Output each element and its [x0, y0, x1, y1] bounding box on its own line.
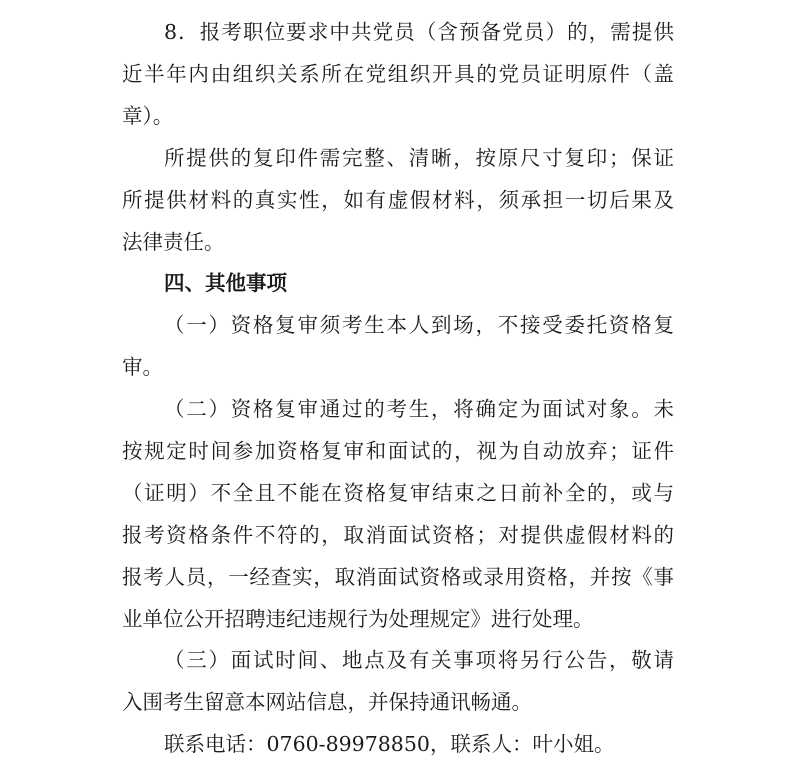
point2-line-6: 业单位公开招聘违纪违规行为处理规定》进行处理。 — [122, 607, 594, 631]
item8-line-3: 章）。 — [122, 104, 174, 128]
point1-line-2: 审。 — [122, 355, 163, 379]
point2-line-5: 报考人员，一经查实，取消面试资格或录用资格，并按《事 — [122, 565, 674, 589]
contact-line: 联系电话：0760-89978850，联系人：叶小姐。 — [164, 732, 615, 756]
point1-line-1: （一）资格复审须考生本人到场，不接受委托资格复 — [164, 313, 674, 337]
copies-note-line-1: 所提供的复印件需完整、清晰，按原尺寸复印；保证 — [164, 146, 674, 170]
point2-line-3: （证明）不全且不能在资格复审结束之日前补全的，或与 — [122, 481, 674, 505]
copies-note-line-3: 法律责任。 — [122, 230, 225, 254]
point3-line-2: 入围考生留意本网站信息，并保持通讯畅通。 — [122, 690, 532, 714]
section-heading: 四、其他事项 — [164, 271, 287, 295]
point2-line-1: （二）资格复审通过的考生，将确定为面试对象。未 — [164, 397, 674, 421]
item8-line-1: 8．报考职位要求中共党员（含预备党员）的，需提供 — [164, 20, 674, 44]
point2-line-2: 按规定时间参加资格复审和面试的，视为自动放弃；证件 — [122, 439, 674, 463]
item8-line-2: 近半年内由组织关系所在党组织开具的党员证明原件（盖 — [122, 62, 674, 86]
point3-line-1: （三）面试时间、地点及有关事项将另行公告，敬请 — [164, 648, 674, 672]
copies-note-line-2: 所提供材料的真实性，如有虚假材料，须承担一切后果及 — [122, 188, 674, 212]
point2-line-4: 报考资格条件不符的，取消面试资格；对提供虚假材料的 — [122, 523, 674, 547]
